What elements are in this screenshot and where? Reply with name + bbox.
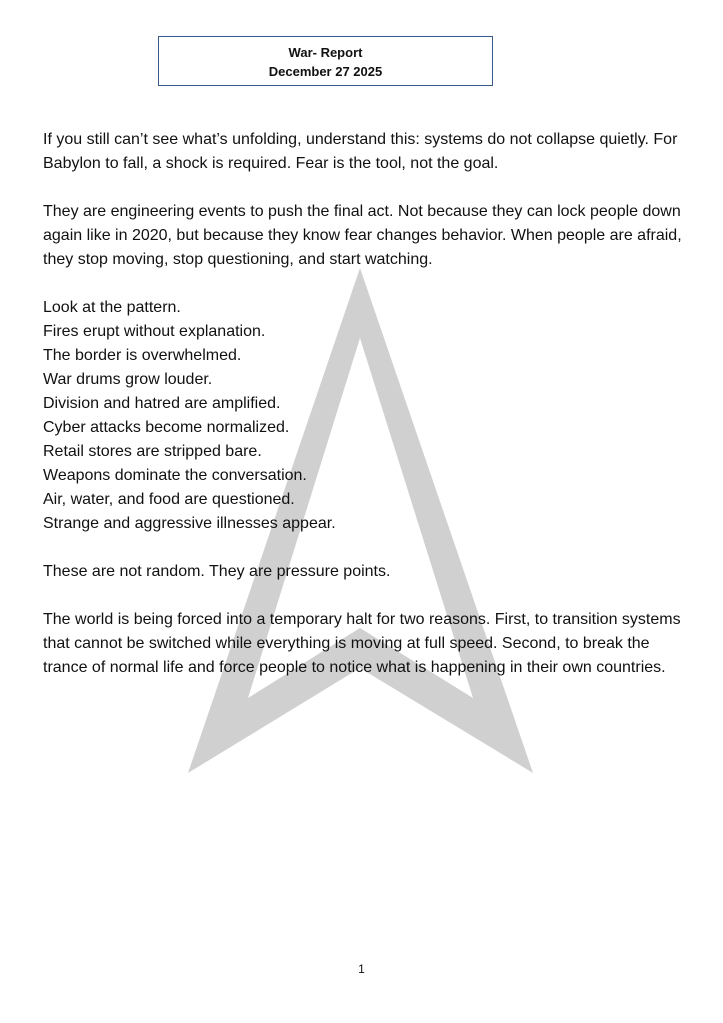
paragraph: They are engineering events to push the final act. Not because they can lock people down again like in 2020, but because they know fear changes behavior. When people are afraid, they stop moving, stop questioning, and start watching. — [43, 203, 682, 268]
pattern-list — [43, 296, 683, 536]
paragraph: If you still can’t see what’s unfolding, understand this: systems do not collapse quietly. For Babylon to fall, a shock is required. Fear is the tool, not the goal. — [43, 131, 678, 172]
report-header-box — [158, 36, 493, 86]
paragraph: These are not random. They are pressure points. — [43, 563, 391, 580]
pattern-item: Retail stores are stripped bare. — [43, 443, 262, 460]
pattern-item: Division and hatred are amplified. — [43, 395, 281, 412]
page-number: 1 — [358, 962, 365, 976]
pattern-item: Air, water, and food are questioned. — [43, 491, 295, 508]
pattern-item: War drums grow louder. — [43, 371, 213, 388]
pattern-intro: Look at the pattern. — [43, 299, 181, 316]
pattern-item: The border is overwhelmed. — [43, 347, 242, 364]
pattern-item: Cyber attacks become normalized. — [43, 419, 290, 436]
report-title: War- Report — [288, 45, 363, 60]
pattern-item: Weapons dominate the conversation. — [43, 467, 307, 484]
pattern-item: Strange and aggressive illnesses appear. — [43, 515, 336, 532]
pattern-item: Fires erupt without explanation. — [43, 323, 266, 340]
paragraph: The world is being forced into a temporary halt for two reasons. First, to transition systems that cannot be switched while everything is moving at full speed. Second, to break the trance of normal life and force people to notice what is happening in their own countries. — [43, 611, 681, 676]
report-date: December 27 2025 — [268, 64, 383, 79]
report-body — [43, 128, 683, 704]
